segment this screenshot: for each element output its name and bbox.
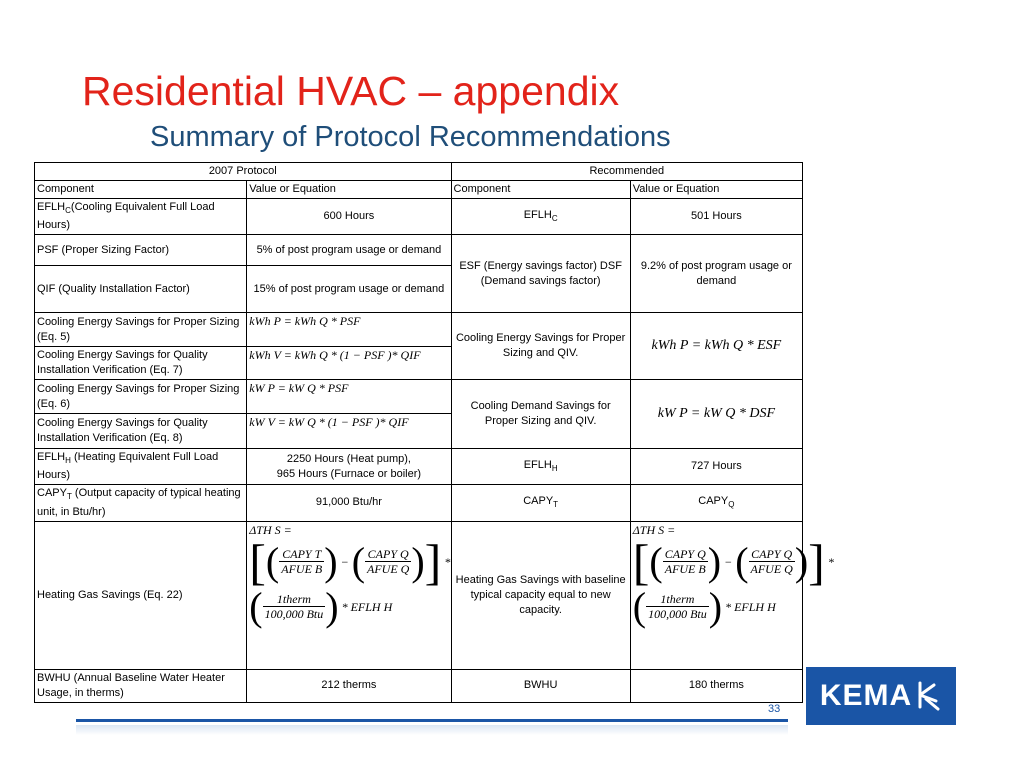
cell-rec-component: BWHU [451, 669, 630, 702]
cell-value: 600 Hours [247, 199, 451, 235]
cell-value: 5% of post program usage or demand [247, 235, 451, 266]
table-row [35, 449, 803, 485]
cell-value: 15% of post program usage or demand [247, 266, 451, 313]
table-row [35, 380, 803, 414]
col-header-component: Component [35, 181, 247, 199]
table-row [35, 669, 803, 702]
column-header-row [35, 181, 803, 199]
footer-rule-shadow [76, 725, 788, 735]
cell-rec-component: Cooling Energy Savings for Proper Sizing and QIV. [451, 313, 630, 380]
cell-rec-component: $EFLH_H$ [451, 449, 630, 485]
table-row [35, 485, 803, 521]
cell-rec-component: ESF (Energy savings factor) DSF (Demand savings factor) [451, 235, 630, 313]
cell-component: BWHU (Annual Baseline Water Heater Usage, in therms) [35, 669, 247, 702]
cell-component: Cooling Energy Savings for Quality Installation Verification (Eq. 8) [35, 414, 247, 449]
cell-equation: kWh P = kWh Q * PSF [247, 313, 451, 347]
cell-rec-value: 501 Hours [630, 199, 802, 235]
cell-component: Cooling Energy Savings for Proper Sizing (Eq. 5) [35, 313, 247, 347]
cell-rec-value: 9.2% of post program usage or demand [630, 235, 802, 313]
table-row [35, 313, 803, 347]
cell-component: $EFLH_H$ (Heating Equivalent Full Load Hours) [35, 449, 247, 485]
col-header-rec-component: Component [451, 181, 630, 199]
group-header-2007: 2007 Protocol [35, 163, 452, 181]
col-header-rec-value: Value or Equation [630, 181, 802, 199]
group-header-row [35, 163, 803, 181]
heating-gas-rec-formula: ΔTH S = [ ( $\frac{\text{CAPY Q}}{\text{AFUE B}}$ ) − ( $\frac{\text{CAPY Q}}{\text{AFUE Q}}$ ) ] * ( $\frac{\text{1therm}}{\text{100,000 Btu}}$ ) * EFLH H [632, 522, 834, 629]
cell-component: QIF (Quality Installation Factor) [35, 266, 247, 313]
cell-rec-component: $CAPY_T$ [451, 485, 630, 521]
cell-rec-value: 727 Hours [630, 449, 802, 485]
cell-component: $EFLH_C(Cooling$ Equivalent Full Load Hours) [35, 199, 247, 235]
cell-rec-equation: kWh P = kWh Q * ESF [630, 313, 802, 380]
group-header-recommended: Recommended [451, 163, 802, 181]
kema-mark-icon [916, 681, 942, 711]
cell-equation [247, 521, 451, 669]
cell-component: Cooling Energy Savings for Proper Sizing (Eq. 6) [35, 380, 247, 414]
page-number: 33 [768, 703, 781, 715]
cell-rec-component: Heating Gas Savings with baseline typical capacity equal to new capacity. [451, 521, 630, 669]
table-row [35, 235, 803, 266]
cell-rec-component: Cooling Demand Savings for Proper Sizing and QIV. [451, 380, 630, 449]
cell-equation: kW V = kW Q * (1 − PSF )* QIF [247, 414, 451, 449]
recommendations-table [34, 162, 834, 703]
col-header-value: Value or Equation [247, 181, 451, 199]
cell-rec-equation [630, 521, 834, 669]
cell-component: Heating Gas Savings (Eq. 22) [35, 521, 247, 669]
cell-component: Cooling Energy Savings for Quality Installation Verification (Eq. 7) [35, 347, 247, 380]
heating-gas-formula: ΔTH S = [ ( $\frac{\text{CAPY T}}{\text{AFUE B}}$ ) − ( $\frac{\text{CAPY Q}}{\text{AFUE Q}}$ ) ] * ( $\frac{\text{1therm}}{\text{100,000 Btu}}$ ) * EFLH H [249, 522, 451, 629]
kema-logo [806, 667, 956, 725]
slide-subtitle: Summary of Protocol Recommendations [150, 121, 671, 153]
cell-value: 2250 Hours (Heat pump), 965 Hours (Furnace or boiler) [247, 449, 451, 485]
cell-rec-component: $EFLH_C$ [451, 199, 630, 235]
cell-rec-equation: kW P = kW Q * DSF [630, 380, 802, 449]
cell-component: PSF (Proper Sizing Factor) [35, 235, 247, 266]
cell-equation: kWh V = kWh Q * (1 − PSF )* QIF [247, 347, 451, 380]
cell-value: 91,000 Btu/hr [247, 485, 451, 521]
cell-component: $CAPY_T$ (Output capacity of typical heating unit, in Btu/hr) [35, 485, 247, 521]
slide-title: Residential HVAC – appendix [82, 68, 620, 114]
footer-rule [76, 719, 788, 722]
cell-value: 212 therms [247, 669, 451, 702]
logo-text: KEMA [819, 679, 913, 712]
cell-equation: kW P = kW Q * PSF [247, 380, 451, 414]
cell-rec-value: 180 therms [630, 669, 802, 702]
table-row [35, 199, 803, 235]
table-row [35, 521, 803, 669]
cell-rec-value: $CAPY_Q$ [630, 485, 802, 521]
